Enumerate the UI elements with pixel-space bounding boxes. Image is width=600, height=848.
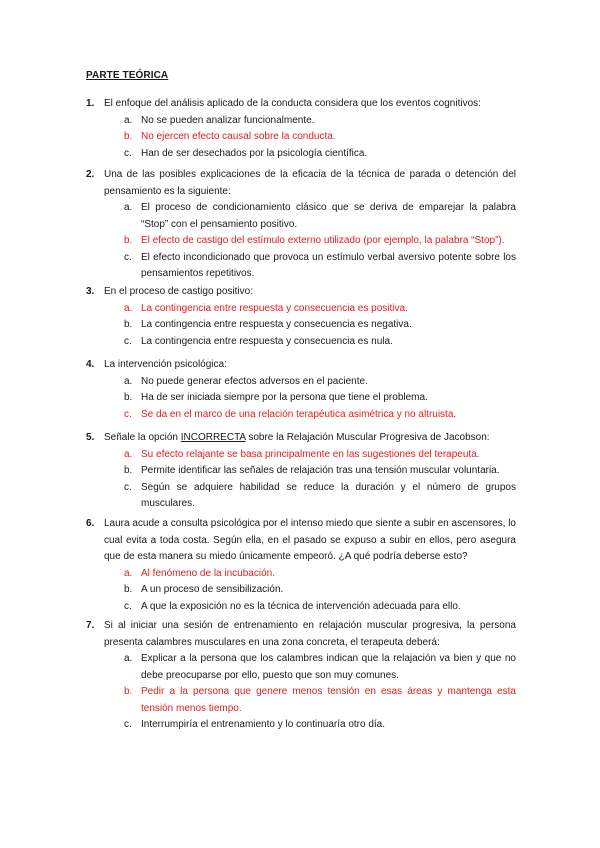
option-a: [124, 374, 516, 391]
option-letter: a.: [124, 114, 133, 126]
question-number: 3.: [86, 286, 95, 297]
option-letter: b.: [124, 584, 133, 595]
option-b-correct: [124, 684, 516, 717]
option-letter: c.: [124, 147, 132, 159]
question-number: 5.: [86, 432, 95, 443]
option-b: [124, 317, 516, 334]
option-text: Según se adquiere habilidad se reduce la duración y el número de grupos musculares.: [141, 481, 516, 509]
option-letter: b.: [124, 235, 133, 246]
option-a-correct: [124, 447, 516, 464]
question-1: [86, 96, 516, 162]
option-letter: b.: [124, 392, 133, 403]
question-text: Laura acude a consulta psicológica por el intenso miedo que siente a subir en ascensores, lo cual evita a toda costa. Según ella, en el pasado se expuso a subir en ellos, pero asegura que de esta manera su miedo únicamente empeoró. ¿A qué podría deberse esto?: [104, 518, 516, 562]
question-text-before: Señale la opción: [104, 432, 181, 443]
options-list: [124, 447, 516, 513]
option-a: [124, 651, 516, 684]
option-letter: c.: [124, 481, 132, 493]
question-text: [104, 430, 516, 447]
question-number: 2.: [86, 169, 95, 180]
option-letter: c.: [124, 408, 132, 420]
question-number: 6.: [86, 518, 95, 529]
option-letter: a.: [124, 567, 133, 579]
question-2: [86, 167, 516, 283]
option-b-correct: [124, 233, 516, 250]
question-text: La intervención psicológica:: [104, 359, 227, 370]
option-c: [124, 480, 516, 513]
option-letter: c.: [124, 251, 132, 263]
question-3: [86, 284, 516, 350]
option-letter: a.: [124, 202, 133, 213]
option-letter: a.: [124, 448, 133, 460]
option-b: [124, 463, 516, 480]
question-text: En el proceso de castigo positivo:: [104, 286, 253, 297]
option-a: [124, 113, 516, 130]
option-text: Su efecto relajante se basa principalmente en las sugestiones del terapeuta.: [141, 448, 480, 460]
question-text: Una de las posibles explicaciones de la eficacia de la técnica de parada o detención del pensamiento es la siguiente:: [104, 169, 516, 197]
option-c: [124, 146, 516, 163]
option-a-correct: [124, 301, 516, 318]
question-number: 1.: [86, 98, 95, 109]
option-c: [124, 599, 516, 616]
options-list: [124, 113, 516, 163]
option-text: La contingencia entre respuesta y consecuencia es positiva.: [141, 302, 408, 314]
options-list: [124, 200, 516, 283]
question-7: [86, 618, 516, 734]
option-text: Pedir a la persona que genere menos tensión en esas áreas y mantenga esta tensión menos tiempo.: [141, 686, 516, 714]
option-text: Ha de ser iniciada siempre por la persona que tiene el problema.: [141, 392, 428, 403]
option-a: [124, 200, 516, 233]
question-text: Si al iniciar una sesión de entrenamiento en relajación muscular progresiva, la persona presenta calambres musculares en una zona concreta, el terapeuta deberá:: [104, 620, 516, 648]
options-list: [124, 374, 516, 424]
option-c: [124, 250, 516, 283]
option-text: A que la exposición no es la técnica de intervención adecuada para ello.: [141, 600, 461, 612]
option-letter: b.: [124, 319, 133, 330]
option-a-correct: [124, 566, 516, 583]
option-text: La contingencia entre respuesta y consecuencia es negativa.: [141, 319, 412, 330]
option-text: A un proceso de sensibilización.: [141, 584, 284, 595]
option-letter: c.: [124, 719, 132, 730]
question-number: 7.: [86, 620, 95, 631]
option-text: Se da en el marco de una relación terapéutica asimétrica y no altruista.: [141, 408, 457, 420]
option-letter: a.: [124, 302, 133, 314]
option-c: [124, 334, 516, 351]
option-letter: b.: [124, 686, 133, 697]
option-text: No se pueden analizar funcionalmente.: [141, 114, 315, 126]
option-letter: a.: [124, 653, 133, 664]
section-title: PARTE TEÓRICA: [86, 70, 169, 81]
question-text: El enfoque del análisis aplicado de la conducta considera que los eventos cognitivos:: [104, 98, 481, 109]
option-b: [124, 582, 516, 599]
option-text: No puede generar efectos adversos en el paciente.: [141, 375, 368, 387]
option-b: [124, 390, 516, 407]
option-text: La contingencia entre respuesta y consecuencia es nula.: [141, 335, 393, 347]
option-text: El efecto de castigo del estímulo externo utilizado (por ejemplo, la palabra “Stop”).: [141, 235, 505, 246]
question-5: [86, 430, 516, 513]
question-4: [86, 357, 516, 423]
options-list: [124, 301, 516, 351]
option-b-correct: [124, 129, 516, 146]
option-c-correct: [124, 407, 516, 424]
option-text: Interrumpiría el entrenamiento y lo continuaría otro día.: [141, 719, 386, 730]
option-text: No ejercen efecto causal sobre la conducta.: [141, 131, 336, 142]
option-c: [124, 717, 516, 734]
option-letter: b.: [124, 465, 133, 476]
question-6: [86, 516, 516, 615]
option-text: Al fenómeno de la incubación.: [141, 567, 275, 579]
question-text-underlined: INCORRECTA: [180, 432, 246, 443]
option-text: Han de ser desechados por la psicología científica.: [141, 147, 368, 159]
option-text: El proceso de condicionamiento clásico que se deriva de emparejar la palabra “Stop” con el pensamiento positivo.: [141, 202, 516, 230]
options-list: [124, 651, 516, 734]
option-letter: c.: [124, 600, 132, 612]
question-number: 4.: [86, 359, 95, 370]
options-list: [124, 566, 516, 616]
option-letter: c.: [124, 335, 132, 347]
question-text-after: sobre la Relajación Muscular Progresiva de Jacobson:: [245, 432, 490, 443]
option-text: Permite identificar las señales de relajación tras una tensión muscular voluntaria.: [141, 465, 500, 476]
option-text: Explicar a la persona que los calambres indican que la relajación va bien y que no debe preocuparse por ello, puesto que son muy comunes.: [141, 653, 516, 681]
option-text: El efecto incondicionado que provoca un estímulo verbal aversivo potente sobre los pensamientos repetitivos.: [141, 251, 516, 279]
option-letter: a.: [124, 375, 133, 387]
option-letter: b.: [124, 131, 133, 142]
